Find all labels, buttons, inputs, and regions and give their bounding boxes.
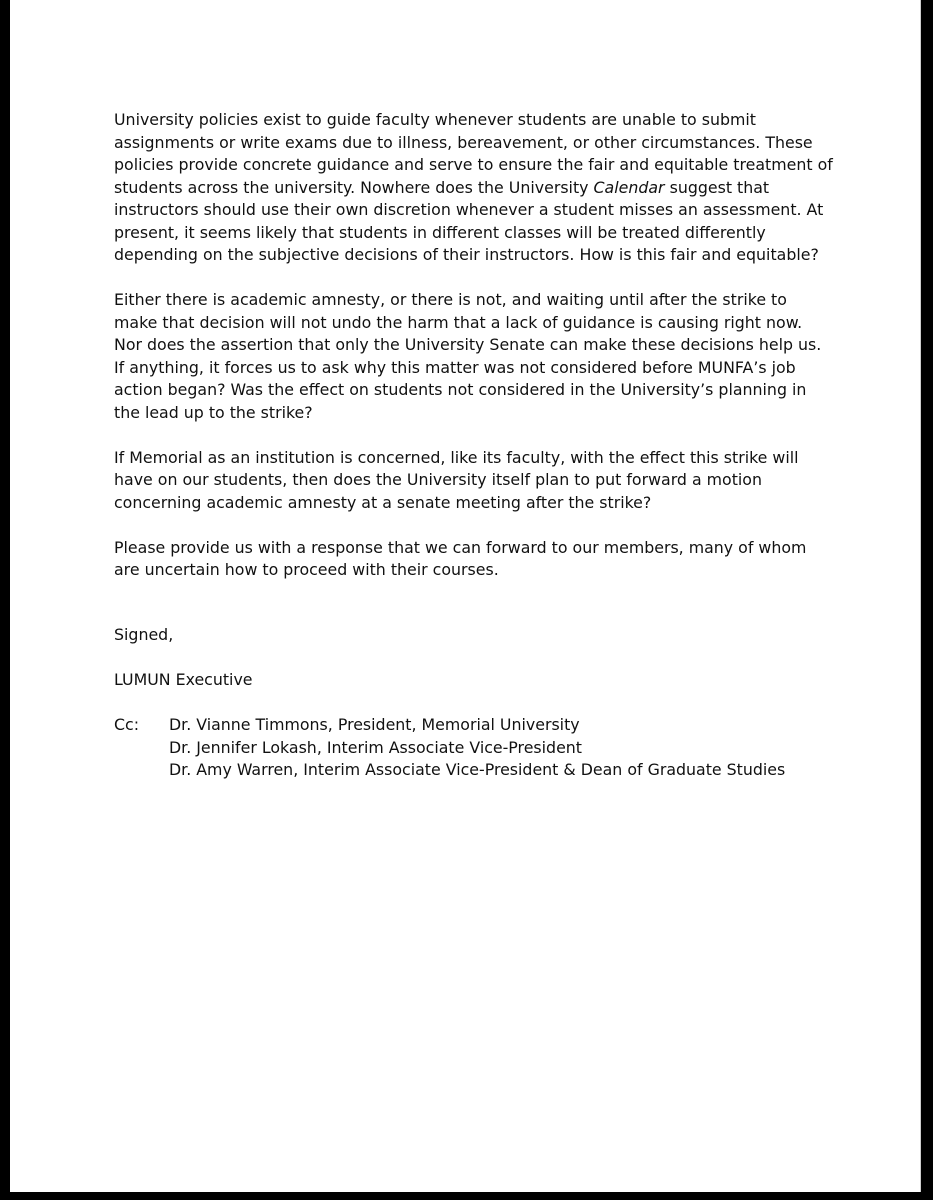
- paragraph-policies: [114, 109, 834, 267]
- cc-list: [169, 714, 785, 782]
- paragraph-policies-text-start: University policies exist to guide faculty whenever students are unable to submit assignments or write exams due to illness, bereavement, or other circumstances. These policies provide concrete guidance and serve to ensure the fair and equitable treatment of students across the university. Nowhere does the University: [114, 110, 833, 197]
- document-page: [10, 0, 921, 1192]
- calendar-italic-word: Calendar: [593, 177, 665, 197]
- paragraph-memorial: If Memorial as an institution is concerned, like its faculty, with the effect this strike will have on our students, then does the University itself plan to put forward a motion concerning academic amnesty at a senate meeting after the strike?: [114, 447, 799, 512]
- paragraph-amnesty: Either there is academic amnesty, or there is not, and waiting until after the strike to make that decision will not undo the harm that a lack of guidance is causing right now. Nor does the assertion that only the University Senate can make these decisions help us. If anything, it forces us to ask why this matter was not considered before MUNFA’s job action began? Was the effect on students not considered in the University’s planning in the lead up to the strike?: [114, 290, 822, 422]
- cc-label: Cc:: [114, 715, 140, 734]
- cc-recipient: Dr. Vianne Timmons, President, Memorial University: [169, 715, 580, 734]
- spacer: [114, 604, 834, 624]
- cc-recipient: Dr. Jennifer Lokash, Interim Associate Vice-President: [169, 737, 582, 757]
- signatory: LUMUN Executive: [114, 670, 253, 689]
- cc-block: [114, 714, 834, 782]
- letter-body: [114, 109, 834, 782]
- paragraph-response-request: Please provide us with a response that we can forward to our members, many of whom are uncertain how to proceed with their courses.: [114, 537, 807, 579]
- paragraph-policies-text-end: suggest that instructors should use their own discretion whenever a student misses an assessment. At present, it seems likely that students in different classes will be treated differently depending on the subjective decisions of their instructors. How is this fair and equitable?: [114, 177, 824, 264]
- signed-line: Signed,: [114, 625, 174, 644]
- cc-recipient: Dr. Amy Warren, Interim Associate Vice-President & Dean of Graduate Studies: [169, 760, 786, 779]
